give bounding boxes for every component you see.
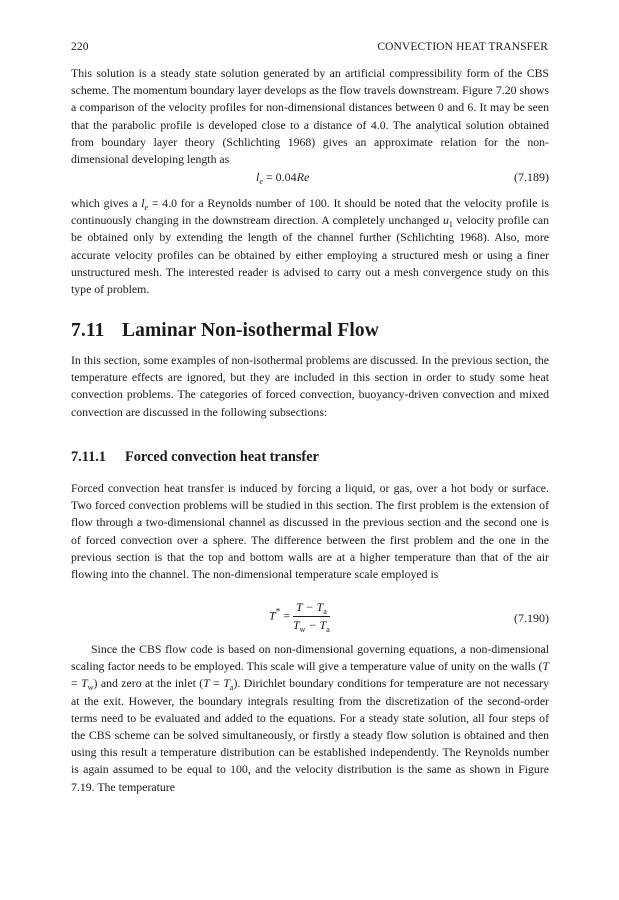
paragraph-3: In this section, some examples of non-isothermal problems are discussed. In the previous section, the temperature effects are ignored, but they are included in this section in order to study some heat convection problems. The categories of forced convection, buoyancy-driven convection and mixed convection are discussed in the following subsections: [71, 353, 549, 419]
page-number: 220 [71, 41, 89, 53]
paragraph-2: which gives a $l_e = 4.0$ for a Reynolds number of 100. It should be noted that the velocity profile is continuously changing in the downstream direction. A completely unchanged $u_1$ velocity profile can be obtained only by extending the length of the channel further (Schlichting 1968). Also, more accurate velocity profiles can be obtained by either employing a structured mesh or using a finer unstructured mesh. The interested reader is advised to carry out a mesh convergence study on this type of problem. [71, 196, 549, 297]
subsection-heading-7-11-1: 7.11.1 Forced convection heat transfer [71, 449, 319, 465]
running-title: CONVECTION HEAT TRANSFER [377, 41, 548, 53]
paragraph-1: This solution is a steady state solution generated by an artificial compressibility form of the CBS scheme. The momentum boundary layer develops as the flow travels downstream. Figure 7.20 shows a comparison of the velocity profiles for non-dimensional distances between 0 and 6. It may be seen that the parabolic profile is developed close to a distance of 4.0. The analytical solution obtained from boundary layer theory (Schlichting 1968) gives an approximate relation for the non-dimensional developing length as [71, 66, 549, 167]
paragraph-4: Forced convection heat transfer is induced by forcing a liquid, or gas, over a hot body or surface. Two forced convection problems will be studied in this section. The first problem is the extension of flow through a two-dimensional channel as discussed in the previous section and the second one is of forced convection over a sphere. The difference between the first problem and the one in the previous section is that the top and bottom walls are at a higher temperature than that of the air flowing into the channel. The non-dimensional temperature scale employed is [71, 481, 549, 582]
equation-number: (7.190) [514, 611, 549, 625]
equation-7-189-body: $l_e = 0.04Re$ [256, 170, 310, 186]
page-header [71, 41, 548, 53]
paragraph-5: Since the CBS flow code is based on non-dimensional governing equations, a non-dimensional scaling factor needs to be employed. This scale will give a temperature value of unity on the walls $(T = T_w)$ and zero at the inlet $(T = T_a)$. Dirichlet boundary conditions for temperature are not necessary at the exit. However, the boundary integrals resulting from the discretization of the second-order terms need to be evaluated and added to the equations. For a steady state solution, all four steps of the CBS scheme can be solved simultaneously, or firstly a steady flow solution is obtained and then using this result a temperature distribution can be established independently. The Reynolds number is again assumed to be equal to 100, and the velocity distribution is the same as shown in Figure 7.19. The temperature [71, 642, 549, 794]
equation-number: (7.189) [514, 170, 549, 184]
section-heading-7-11: 7.11 Laminar Non-isothermal Flow [71, 320, 379, 341]
equation-7-190-body: T* = $\frac{T - T_a}{T_w - T_a}$ [269, 600, 330, 634]
